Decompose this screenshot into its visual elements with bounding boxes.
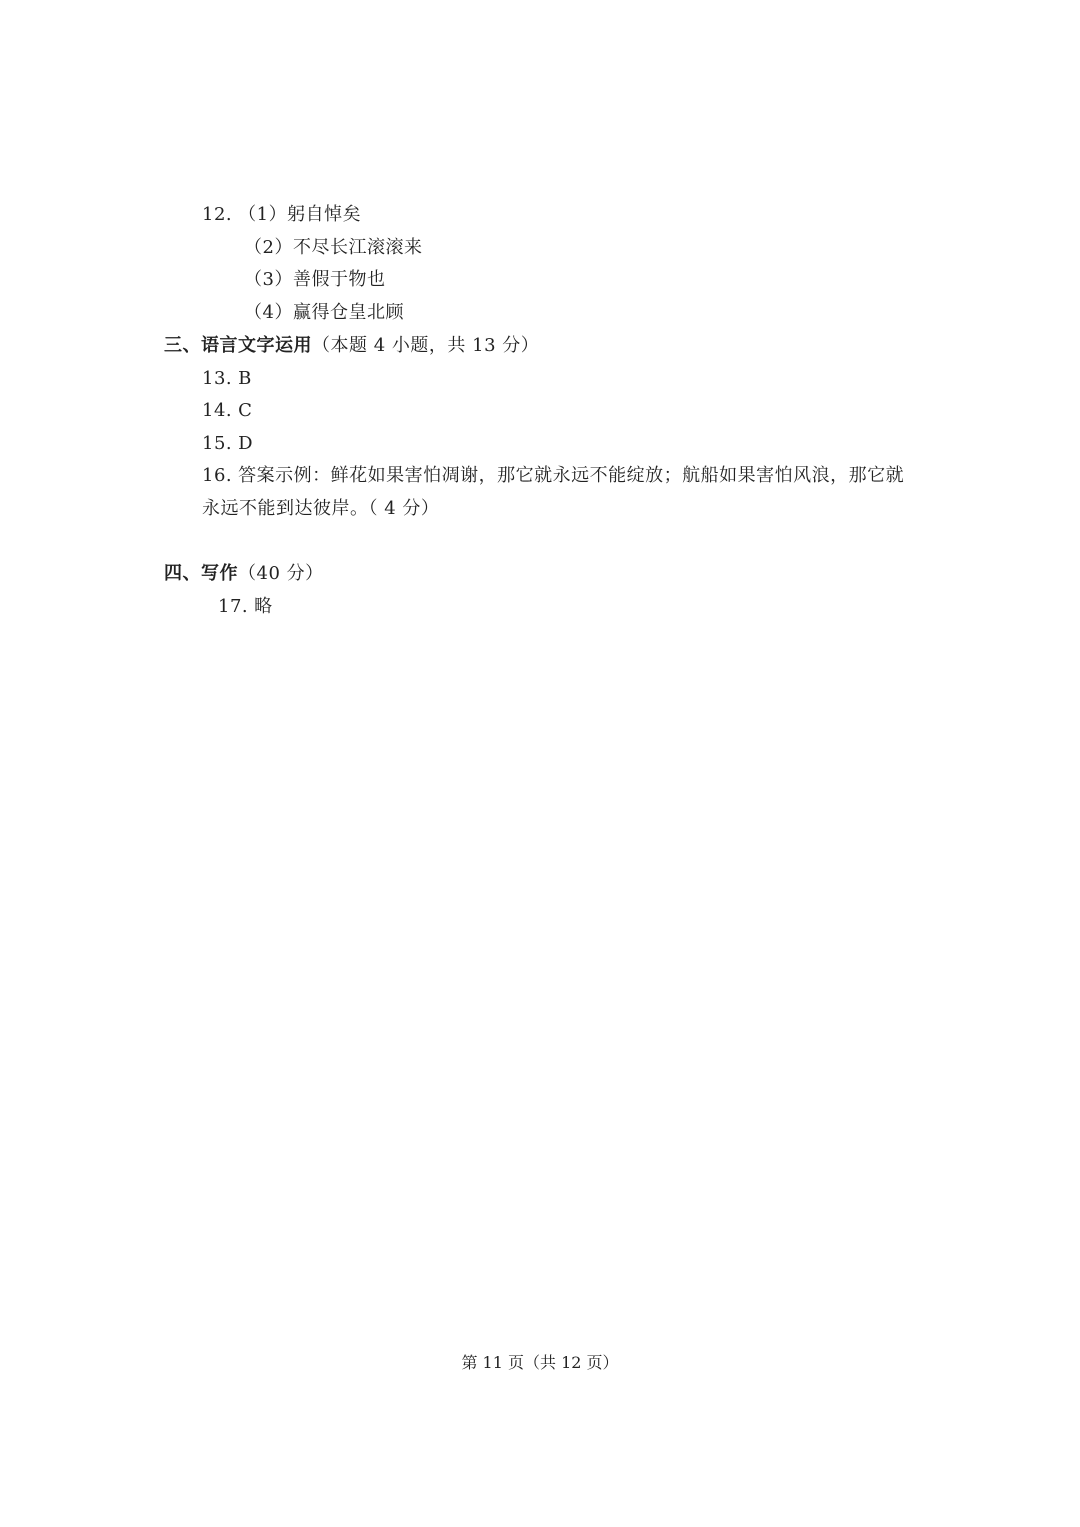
q16-number: 16.	[202, 465, 233, 486]
q12-answer-3: （3）善假于物也	[244, 269, 386, 290]
section-4-heading	[164, 562, 324, 586]
section-4-title: 四、写作	[164, 563, 238, 584]
q12-answer-4: （4）赢得仓皇北顾	[244, 302, 404, 323]
q12-answer-1: （1）躬自悼矣	[238, 204, 362, 225]
q16-answer-line-1: 答案示例：鲜花如果害怕凋谢，那它就永远不能绽放；航船如果害怕风浪，那它就	[238, 465, 905, 486]
q14-answer: C	[238, 400, 253, 421]
q12-answer-2: （2）不尽长江滚滚来	[244, 237, 423, 258]
q13-line	[202, 367, 252, 391]
q15-answer: D	[238, 433, 254, 454]
section-3-note: （本题 4 小题，共 13 分）	[312, 335, 540, 356]
q17-answer: 略	[254, 596, 273, 617]
q17-number: 17.	[218, 596, 249, 617]
section-3-title: 三、语言文字运用	[164, 335, 312, 356]
q13-number: 13.	[202, 368, 233, 389]
q16-answer-line-2: 永远不能到达彼岸。（ 4 分）	[202, 498, 440, 519]
q15-line	[202, 432, 253, 456]
section-4-note: （40 分）	[238, 563, 324, 584]
q16-line-1	[202, 464, 904, 488]
q12-number: 12.	[202, 204, 233, 225]
q12-item-1	[202, 203, 361, 227]
q17-line	[218, 595, 273, 619]
q15-number: 15.	[202, 433, 233, 454]
section-3-heading	[164, 334, 539, 358]
page-number-footer: 第 11 页（共 12 页）	[461, 1353, 619, 1372]
q14-line	[202, 399, 252, 423]
q13-answer: B	[238, 368, 252, 389]
q14-number: 14.	[202, 400, 233, 421]
